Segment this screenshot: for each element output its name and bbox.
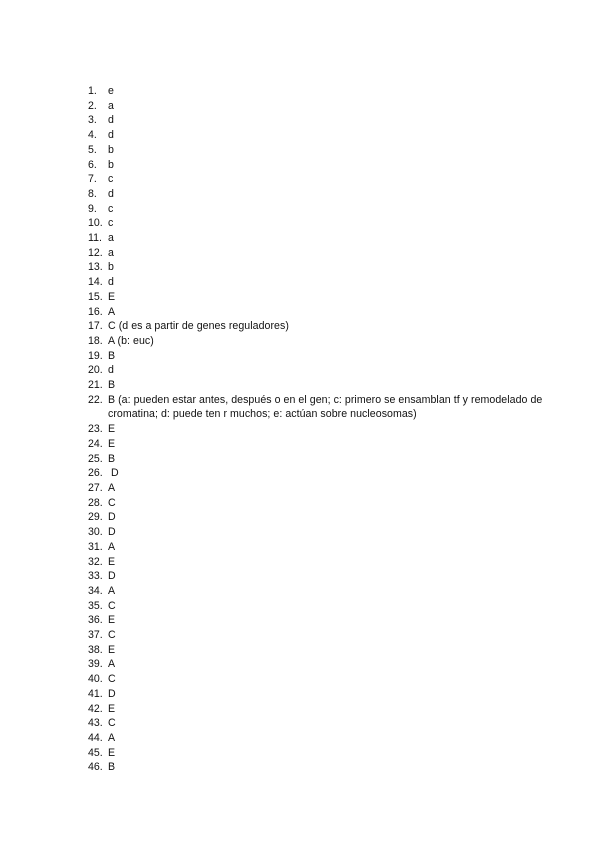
answer-item <box>88 305 558 320</box>
answer-number: 25. <box>88 452 103 465</box>
answer-number: 18. <box>88 334 103 347</box>
answer-text: A <box>108 481 116 494</box>
answer-item <box>88 260 558 275</box>
answer-item <box>88 466 558 481</box>
answer-number: 27. <box>88 481 103 494</box>
answer-item <box>88 731 558 746</box>
answer-text: E <box>108 746 116 759</box>
answer-number: 10. <box>88 217 103 230</box>
answer-text: b <box>108 158 114 171</box>
answer-text: A (b: euc) <box>108 334 154 347</box>
answer-text: C (d es a partir de genes reguladores) <box>108 320 289 333</box>
answer-number: 2. <box>88 99 97 112</box>
answer-text: e <box>108 85 114 97</box>
answer-number: 29. <box>88 511 103 524</box>
answer-text: d <box>108 276 114 289</box>
answer-item <box>88 275 558 290</box>
answer-number: 28. <box>88 496 103 509</box>
answer-item <box>88 422 558 437</box>
answer-item <box>88 216 558 231</box>
answer-text: a <box>108 232 114 245</box>
answer-item <box>88 378 558 393</box>
answer-item <box>88 128 558 143</box>
answer-item <box>88 246 558 261</box>
answer-text: B <box>108 349 116 362</box>
answer-text: E <box>108 555 116 568</box>
answer-item <box>88 393 558 422</box>
answer-number: 23. <box>88 423 103 436</box>
answer-number: 30. <box>88 526 103 539</box>
answer-number: 38. <box>88 643 103 656</box>
answer-item <box>88 99 558 114</box>
answer-item <box>88 172 558 187</box>
answer-number: 17. <box>88 320 103 333</box>
answer-number: 5. <box>88 143 97 156</box>
answer-text: D <box>108 511 116 524</box>
answer-number: 22. <box>88 393 103 406</box>
answer-text: C <box>108 599 116 612</box>
answer-item <box>88 319 558 334</box>
answer-text: E <box>108 423 116 436</box>
answer-item <box>88 481 558 496</box>
answer-number: 16. <box>88 305 103 318</box>
answer-text: A <box>108 658 116 671</box>
answer-number: 14. <box>88 276 103 289</box>
answer-text: a <box>108 246 114 259</box>
answer-text: b <box>108 261 114 274</box>
answer-number: 13. <box>88 261 103 274</box>
answer-item <box>88 657 558 672</box>
answer-text: E <box>108 614 116 627</box>
answer-item <box>88 437 558 452</box>
answer-number: 6. <box>88 158 97 171</box>
answer-number: 40. <box>88 673 103 686</box>
answer-text: A <box>108 731 116 744</box>
answer-number: 35. <box>88 599 103 612</box>
answer-text: d <box>108 114 114 127</box>
answer-item <box>88 510 558 525</box>
answer-text: d <box>108 187 114 200</box>
answer-item <box>88 687 558 702</box>
answer-text: D <box>108 526 116 539</box>
answer-text: A <box>108 305 116 318</box>
answer-item <box>88 187 558 202</box>
answer-item <box>88 84 558 99</box>
answer-item <box>88 363 558 378</box>
answer-text: B (a: pueden estar antes, después o en el gen; c: primero se ensamblan tf y remodelado de cromatina; d: puede ten r muchos; e: actúan sobre nucleosomas) <box>108 393 543 421</box>
answer-number: 9. <box>88 202 97 215</box>
answer-text: B <box>108 452 116 465</box>
answer-item <box>88 569 558 584</box>
answer-item <box>88 334 558 349</box>
answer-item <box>88 231 558 246</box>
answer-item <box>88 202 558 217</box>
answer-text: d <box>108 364 114 377</box>
answer-text: A <box>108 584 116 597</box>
answer-number: 11. <box>88 232 102 245</box>
answer-text: c <box>108 217 114 230</box>
answer-number: 8. <box>88 187 97 200</box>
answer-item <box>88 158 558 173</box>
answer-text: D <box>108 570 116 583</box>
answer-text: c <box>108 173 114 186</box>
answer-text: C <box>108 496 116 509</box>
answer-number: 43. <box>88 717 103 730</box>
answer-item <box>88 349 558 364</box>
answer-item <box>88 555 558 570</box>
answer-number: 26. <box>88 467 103 480</box>
answer-number: 44. <box>88 731 103 744</box>
answer-item <box>88 702 558 717</box>
answer-text: E <box>108 702 116 715</box>
answer-number: 33. <box>88 570 103 583</box>
answer-item <box>88 540 558 555</box>
answer-item <box>88 672 558 687</box>
answer-number: 20. <box>88 364 103 377</box>
answer-number: 19. <box>88 349 103 362</box>
answer-text: C <box>108 717 116 730</box>
answer-number: 39. <box>88 658 103 671</box>
answer-item <box>88 584 558 599</box>
answer-text: c <box>108 202 114 215</box>
answer-number: 42. <box>88 702 103 715</box>
answer-item <box>88 760 558 775</box>
answer-item <box>88 525 558 540</box>
answer-number: 45. <box>88 746 103 759</box>
answer-text: b <box>108 143 114 156</box>
answer-item <box>88 628 558 643</box>
answer-item <box>88 746 558 761</box>
answer-text: C <box>108 673 116 686</box>
answer-number: 15. <box>88 290 103 303</box>
answer-number: 7. <box>88 173 97 186</box>
answer-list <box>88 84 558 775</box>
answer-number: 32. <box>88 555 103 568</box>
answer-number: 12. <box>88 246 103 259</box>
answer-text: E <box>108 643 116 656</box>
answer-text: D <box>108 467 119 480</box>
answer-text: D <box>108 687 116 700</box>
answer-text: A <box>108 540 116 553</box>
answer-text: B <box>108 379 116 392</box>
answer-text: E <box>108 290 116 303</box>
answer-item <box>88 143 558 158</box>
answer-number: 4. <box>88 129 97 142</box>
answer-item <box>88 643 558 658</box>
answer-item <box>88 290 558 305</box>
answer-item <box>88 716 558 731</box>
answer-item <box>88 599 558 614</box>
answer-number: 21. <box>88 379 103 392</box>
answer-number: 37. <box>88 629 103 642</box>
answer-number: 41. <box>88 687 103 700</box>
answer-number: 3. <box>88 114 97 127</box>
answer-number: 1. <box>88 85 97 97</box>
answer-number: 34. <box>88 584 103 597</box>
answer-text: B <box>108 761 116 774</box>
answer-item <box>88 452 558 467</box>
answer-number: 31. <box>88 540 103 553</box>
answer-number: 46. <box>88 761 103 774</box>
answer-number: 36. <box>88 614 103 627</box>
answer-text: a <box>108 99 114 112</box>
answer-text: E <box>108 437 116 450</box>
answer-number: 24. <box>88 437 103 450</box>
answer-item <box>88 496 558 511</box>
answer-text: d <box>108 129 114 142</box>
answer-item <box>88 113 558 128</box>
answer-item <box>88 613 558 628</box>
answer-text: C <box>108 629 116 642</box>
